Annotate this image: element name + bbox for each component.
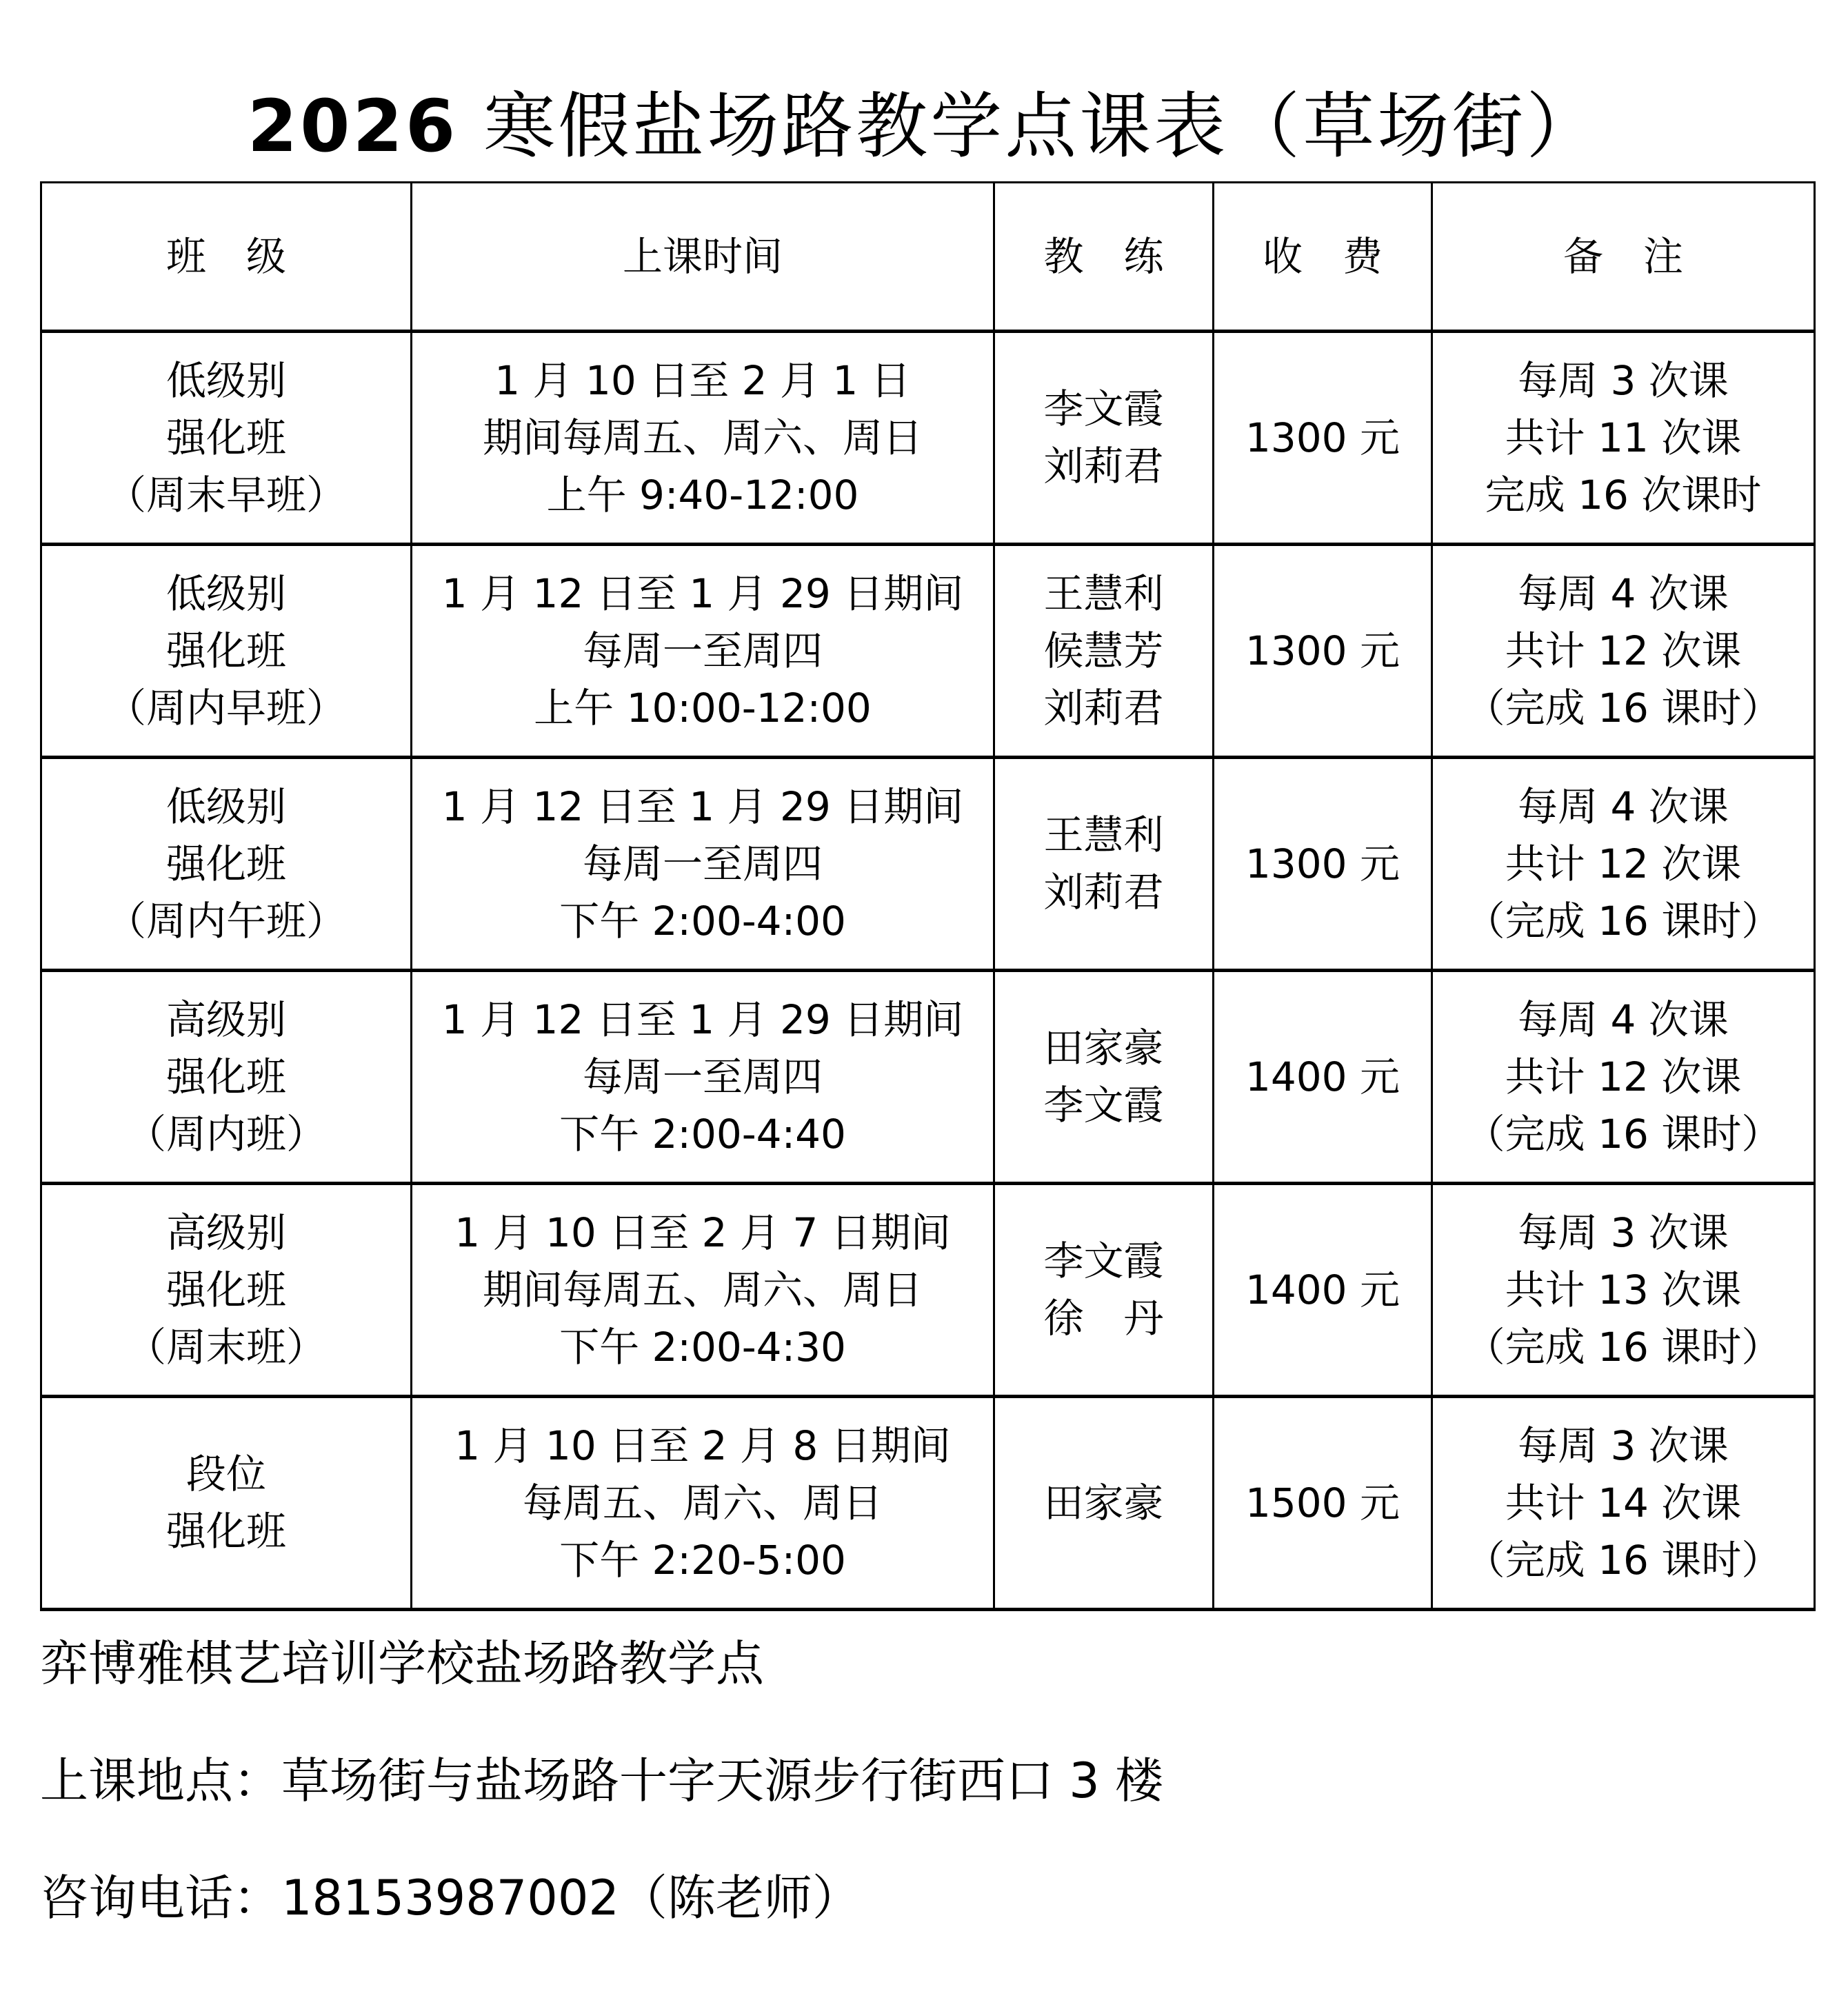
class-cell <box>41 758 412 971</box>
time-cell <box>412 971 994 1184</box>
schedule-table <box>40 181 1816 1611</box>
notes-cell <box>1432 758 1815 971</box>
notes-line: （完成 16 课时） <box>1465 1110 1782 1158</box>
table-row <box>41 758 1815 971</box>
class-cell <box>41 1397 412 1610</box>
notes-line: 完成 16 次课时 <box>1485 471 1762 518</box>
title-text: 寒假盐场路教学点课表（草场街） <box>483 84 1601 168</box>
notes-line: 每周 3 次课 <box>1518 356 1729 404</box>
class-line: 高级别 <box>165 996 286 1043</box>
time-line: 期间每周五、周六、周日 <box>482 414 923 461</box>
coach-line: 刘莉君 <box>1043 869 1164 916</box>
school-name: 弈博雅棋艺培训学校盐场路教学点 <box>40 1635 764 1692</box>
class-location: 上课地点：草场街与盐场路十字天源步行街西口 3 楼 <box>40 1752 1164 1809</box>
coach-line: 王慧利 <box>1043 811 1164 858</box>
time-line: 下午 2:20-5:00 <box>559 1536 846 1584</box>
class-line: （周内早班） <box>106 684 346 731</box>
time-line: 期间每周五、周六、周日 <box>482 1266 923 1313</box>
time-line: 1 月 12 日至 1 月 29 日期间 <box>441 782 964 830</box>
class-line: 低级别 <box>165 569 286 617</box>
time-cell <box>412 758 994 971</box>
notes-line: 共计 14 次课 <box>1505 1479 1742 1526</box>
time-line: 上午 9:40-12:00 <box>546 471 859 518</box>
notes-cell <box>1432 545 1815 758</box>
time-cell <box>412 1397 994 1610</box>
time-line: 下午 2:00-4:30 <box>559 1323 846 1371</box>
header-row <box>41 183 1815 332</box>
time-line: 每周一至周四 <box>582 627 823 674</box>
contact-phone: 咨询电话：18153987002（陈老师） <box>40 1870 861 1926</box>
notes-line: 每周 3 次课 <box>1518 1209 1729 1256</box>
header-time: 上课时间 <box>412 183 994 332</box>
class-line: （周末班） <box>125 1323 326 1371</box>
time-line: 上午 10:00-12:00 <box>534 684 872 731</box>
coach-line: 徐 丹 <box>1043 1295 1164 1342</box>
notes-line: （完成 16 课时） <box>1465 684 1782 731</box>
class-line: 高级别 <box>165 1209 286 1256</box>
class-line: （周内午班） <box>106 897 346 945</box>
time-line: 下午 2:00-4:40 <box>559 1110 846 1158</box>
coach-cell <box>994 1184 1214 1397</box>
notes-line: 共计 13 次课 <box>1505 1266 1742 1313</box>
class-line: （周内班） <box>125 1110 326 1158</box>
time-line: 1 月 10 日至 2 月 7 日期间 <box>454 1209 951 1256</box>
class-line: 段位 <box>185 1451 266 1497</box>
notes-cell <box>1432 971 1815 1184</box>
notes-line: （完成 16 课时） <box>1465 1323 1782 1371</box>
fee-cell: 1400 元 <box>1214 1184 1432 1397</box>
coach-cell <box>994 1397 1214 1610</box>
fee-cell: 1300 元 <box>1214 758 1432 971</box>
fee-cell: 1300 元 <box>1214 545 1432 758</box>
table-row <box>41 1397 1815 1610</box>
fee-cell: 1500 元 <box>1214 1397 1432 1610</box>
table-row <box>41 1184 1815 1397</box>
coach-line: 候慧芳 <box>1043 627 1164 674</box>
time-cell <box>412 545 994 758</box>
class-cell <box>41 971 412 1184</box>
notes-cell <box>1432 1397 1815 1610</box>
coach-cell <box>994 332 1214 545</box>
coach-cell <box>994 758 1214 971</box>
time-cell <box>412 1184 994 1397</box>
coach-line: 刘莉君 <box>1043 443 1164 489</box>
table-row <box>41 971 1815 1184</box>
coach-line: 田家豪 <box>1043 1479 1164 1526</box>
class-line: 低级别 <box>165 356 286 404</box>
class-line: 强化班 <box>165 1508 286 1555</box>
header-coach: 教 练 <box>994 183 1214 332</box>
fee-cell: 1300 元 <box>1214 332 1432 545</box>
coach-line: 王慧利 <box>1043 569 1164 617</box>
header-notes: 备 注 <box>1432 183 1815 332</box>
time-line: 1 月 10 日至 2 月 8 日期间 <box>454 1422 951 1469</box>
notes-line: 共计 12 次课 <box>1505 1053 1742 1100</box>
class-line: 强化班 <box>165 1266 286 1313</box>
page-title <box>0 81 1848 171</box>
header-fee: 收 费 <box>1214 183 1432 332</box>
notes-cell <box>1432 1184 1815 1397</box>
coach-cell <box>994 971 1214 1184</box>
class-line: 强化班 <box>165 414 286 461</box>
class-line: 强化班 <box>165 1053 286 1100</box>
notes-line: （完成 16 课时） <box>1465 897 1782 945</box>
time-line: 1 月 12 日至 1 月 29 日期间 <box>441 996 964 1043</box>
class-line: 强化班 <box>165 840 286 887</box>
coach-line: 李文霞 <box>1043 385 1164 432</box>
time-line: 1 月 12 日至 1 月 29 日期间 <box>441 569 964 617</box>
time-line: 每周一至周四 <box>582 840 823 887</box>
notes-line: 每周 4 次课 <box>1518 569 1729 617</box>
notes-line: 每周 4 次课 <box>1518 996 1729 1043</box>
time-cell <box>412 332 994 545</box>
table-row <box>41 545 1815 758</box>
title-year: 2026 <box>247 84 459 168</box>
notes-line: 共计 12 次课 <box>1505 627 1742 674</box>
class-cell <box>41 1184 412 1397</box>
time-line: 每周五、周六、周日 <box>522 1479 883 1526</box>
class-cell <box>41 545 412 758</box>
time-line: 1 月 10 日至 2 月 1 日 <box>494 356 911 404</box>
notes-line: 每周 3 次课 <box>1518 1422 1729 1469</box>
notes-line: 每周 4 次课 <box>1518 782 1729 830</box>
time-line: 每周一至周四 <box>582 1053 823 1100</box>
fee-cell: 1400 元 <box>1214 971 1432 1184</box>
class-line: （周末早班） <box>106 471 346 518</box>
class-line: 强化班 <box>165 627 286 674</box>
coach-line: 刘莉君 <box>1043 684 1164 731</box>
coach-line: 李文霞 <box>1043 1082 1164 1129</box>
notes-cell <box>1432 332 1815 545</box>
notes-line: 共计 12 次课 <box>1505 840 1742 887</box>
coach-line: 李文霞 <box>1043 1238 1164 1284</box>
notes-line: （完成 16 课时） <box>1465 1536 1782 1584</box>
class-cell <box>41 332 412 545</box>
coach-line: 田家豪 <box>1043 1024 1164 1071</box>
class-line: 低级别 <box>165 782 286 830</box>
header-class: 班 级 <box>41 183 412 332</box>
coach-cell <box>994 545 1214 758</box>
table-row <box>41 332 1815 545</box>
time-line: 下午 2:00-4:00 <box>559 897 846 945</box>
notes-line: 共计 11 次课 <box>1505 414 1742 461</box>
